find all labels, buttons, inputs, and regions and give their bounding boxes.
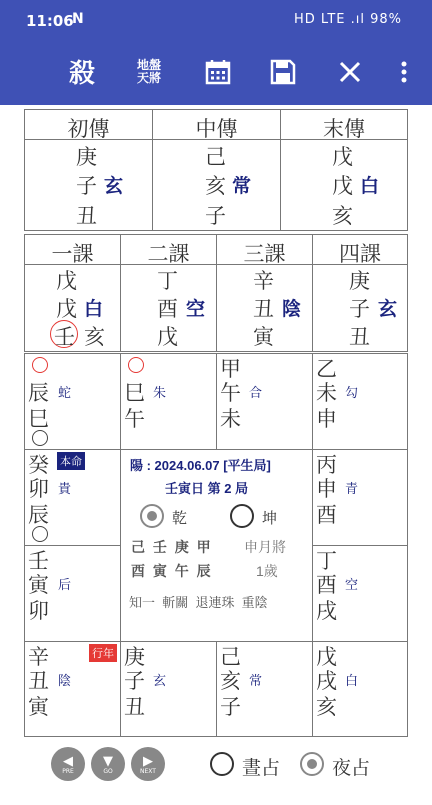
palace-stem: 甲 — [220, 357, 241, 381]
day-divination-label: 晝占 — [242, 757, 281, 779]
prev-arrow-icon: ◀ — [63, 753, 73, 769]
lesson-branch: 丑 — [349, 325, 370, 349]
palace-branch: 子 — [124, 669, 145, 693]
close-icon[interactable] — [330, 38, 370, 105]
palace-branch: 酉 — [316, 573, 337, 597]
lesson-god: 玄 — [378, 298, 398, 320]
lesson-branch: 酉 — [157, 297, 178, 321]
palace-branch: 卯 — [28, 477, 49, 501]
palace-god: 朱 — [153, 385, 167, 400]
lesson-god: 陰 — [282, 298, 302, 320]
chart-ju: 壬寅日 第 2 局 — [165, 481, 249, 496]
kill-button[interactable] — [62, 38, 102, 105]
next-label: NEXT — [140, 767, 156, 775]
calendar-icon[interactable] — [198, 38, 238, 105]
lesson-branch: 戊 — [56, 297, 77, 321]
palace-branch: 丑 — [28, 669, 49, 693]
palace-god: 青 — [345, 481, 359, 496]
age-label: 1歲 — [256, 563, 278, 579]
lesson-branch: 戊 — [157, 325, 178, 349]
lesson-stem: 戊 — [56, 269, 77, 293]
lesson-branch: 寅 — [253, 325, 274, 349]
palace-branch: 寅 — [28, 695, 49, 719]
palace-stem: 庚 — [124, 645, 145, 669]
palace-branch: 午 — [220, 381, 241, 405]
board-label-1: 地盤 — [136, 57, 161, 72]
prev-label: PRE — [62, 767, 74, 775]
female-label: 坤 — [262, 510, 278, 527]
palace-god: 常 — [249, 673, 263, 688]
save-icon[interactable] — [263, 38, 303, 105]
palace-branch: 未 — [220, 407, 241, 431]
transmission-god: 常 — [232, 175, 252, 197]
transmission-branch: 亥 — [332, 204, 353, 228]
lesson-header: 二課 — [147, 242, 190, 266]
void-marker — [32, 357, 48, 373]
palace-god: 空 — [345, 577, 359, 592]
next-arrow-icon: ▶ — [143, 753, 153, 769]
chart-date: 陽 : 2024.06.07 [平生局] — [130, 458, 271, 473]
lesson-header: 四課 — [339, 242, 381, 266]
lesson-branch: 丑 — [253, 297, 274, 321]
lesson-god: 白 — [84, 298, 104, 320]
palace-stem: 乙 — [316, 357, 337, 381]
palace-branch: 巳 — [28, 407, 49, 431]
transmission-stem: 己 — [205, 145, 226, 169]
female-radio[interactable] — [230, 504, 254, 528]
palace-branch: 丑 — [124, 695, 145, 719]
palace-branch: 午 — [124, 407, 145, 431]
empty-marker — [32, 526, 48, 542]
status-bar — [0, 0, 432, 38]
lesson-header: 三課 — [243, 242, 286, 266]
palace-branch: 亥 — [316, 695, 337, 719]
board-label-2: 天將 — [136, 70, 161, 85]
palace-branch: 巳 — [124, 381, 145, 405]
palace-branch: 申 — [316, 477, 337, 501]
palace-stem: 辛 — [28, 645, 49, 669]
transmission-branch: 丑 — [76, 204, 97, 228]
lesson-day-stem: 壬 — [54, 325, 75, 349]
transmission-branch: 子 — [76, 174, 97, 198]
kill-label: 殺 — [68, 59, 95, 89]
palace-stem: 己 — [220, 645, 241, 669]
lesson-header: 一課 — [51, 242, 94, 266]
lesson-stem: 庚 — [349, 269, 370, 293]
transmission-stem: 戊 — [332, 145, 353, 169]
transmission-branch: 子 — [205, 204, 226, 228]
transmission-header: 中傳 — [195, 117, 238, 141]
palace-branch: 酉 — [316, 503, 337, 527]
male-label: 乾 — [172, 510, 188, 527]
transmission-header: 末傳 — [323, 117, 365, 141]
palace-stem: 丙 — [316, 453, 337, 477]
palace-god: 蛇 — [58, 385, 72, 400]
palace-god: 陰 — [58, 673, 72, 688]
palace-branch: 申 — [316, 407, 337, 431]
main-panel — [0, 105, 432, 805]
transmission-header: 初傳 — [67, 117, 110, 141]
night-divination-label: 夜占 — [332, 757, 371, 779]
down-arrow-icon: ▼ — [103, 753, 113, 769]
lesson-stem: 丁 — [157, 269, 178, 293]
transmission-god: 白 — [360, 175, 380, 197]
notification-icon: N — [72, 11, 84, 27]
palace-god: 貴 — [58, 481, 72, 496]
palace-god: 白 — [345, 673, 359, 688]
empty-marker — [32, 430, 48, 446]
pillars-stems: 己 壬 庚 甲 — [131, 539, 213, 555]
palace-branch: 寅 — [28, 573, 49, 597]
month-general: 申月將 — [244, 539, 286, 555]
status-time: 11:06 — [26, 12, 74, 30]
transmission-stem: 庚 — [76, 145, 97, 169]
palace-branch: 辰 — [28, 503, 49, 527]
palace-stem: 壬 — [28, 549, 49, 573]
palace-stem: 丁 — [316, 549, 337, 573]
palace-god: 勾 — [345, 385, 359, 400]
birth-year-badge: 本命 — [57, 452, 85, 470]
palace-god: 玄 — [153, 673, 167, 688]
transmission-branch: 戊 — [332, 174, 353, 198]
lesson-stem: 辛 — [253, 269, 274, 293]
lesson-god: 空 — [186, 298, 206, 320]
palace-branch: 戌 — [316, 599, 337, 623]
next-button[interactable] — [131, 747, 165, 781]
night-divination-radio[interactable] — [300, 752, 324, 776]
current-year-badge: 行年 — [89, 644, 117, 662]
go-button[interactable] — [91, 747, 125, 781]
palace-stem: 癸 — [28, 453, 49, 477]
palace-branch: 子 — [220, 695, 241, 719]
palace-god: 后 — [58, 577, 72, 592]
lesson-branch: 亥 — [84, 325, 105, 349]
male-radio[interactable] — [140, 504, 164, 528]
void-marker — [128, 357, 144, 373]
palace-stem: 戊 — [316, 645, 337, 669]
toolbar — [0, 38, 432, 105]
lesson-branch: 子 — [349, 297, 370, 321]
day-divination-radio[interactable] — [210, 752, 234, 776]
chart-tags: 知一 斬關 退連珠 重陰 — [129, 595, 268, 610]
board-toggle-button[interactable] — [130, 38, 168, 105]
palace-branch: 亥 — [220, 669, 241, 693]
palace-god: 合 — [249, 385, 263, 400]
status-indicators: HD LTE .ıl 98% — [293, 12, 402, 27]
more-icon[interactable] — [392, 38, 416, 105]
palace-branch: 戌 — [316, 669, 337, 693]
transmission-branch: 亥 — [205, 174, 226, 198]
transmission-god: 玄 — [104, 175, 124, 197]
prev-button[interactable] — [51, 747, 85, 781]
go-label: GO — [103, 767, 113, 775]
palace-branch: 辰 — [28, 381, 49, 405]
palace-branch: 卯 — [28, 599, 49, 623]
pillars-branches: 酉 寅 午 辰 — [131, 563, 213, 579]
palace-branch: 未 — [316, 381, 337, 405]
